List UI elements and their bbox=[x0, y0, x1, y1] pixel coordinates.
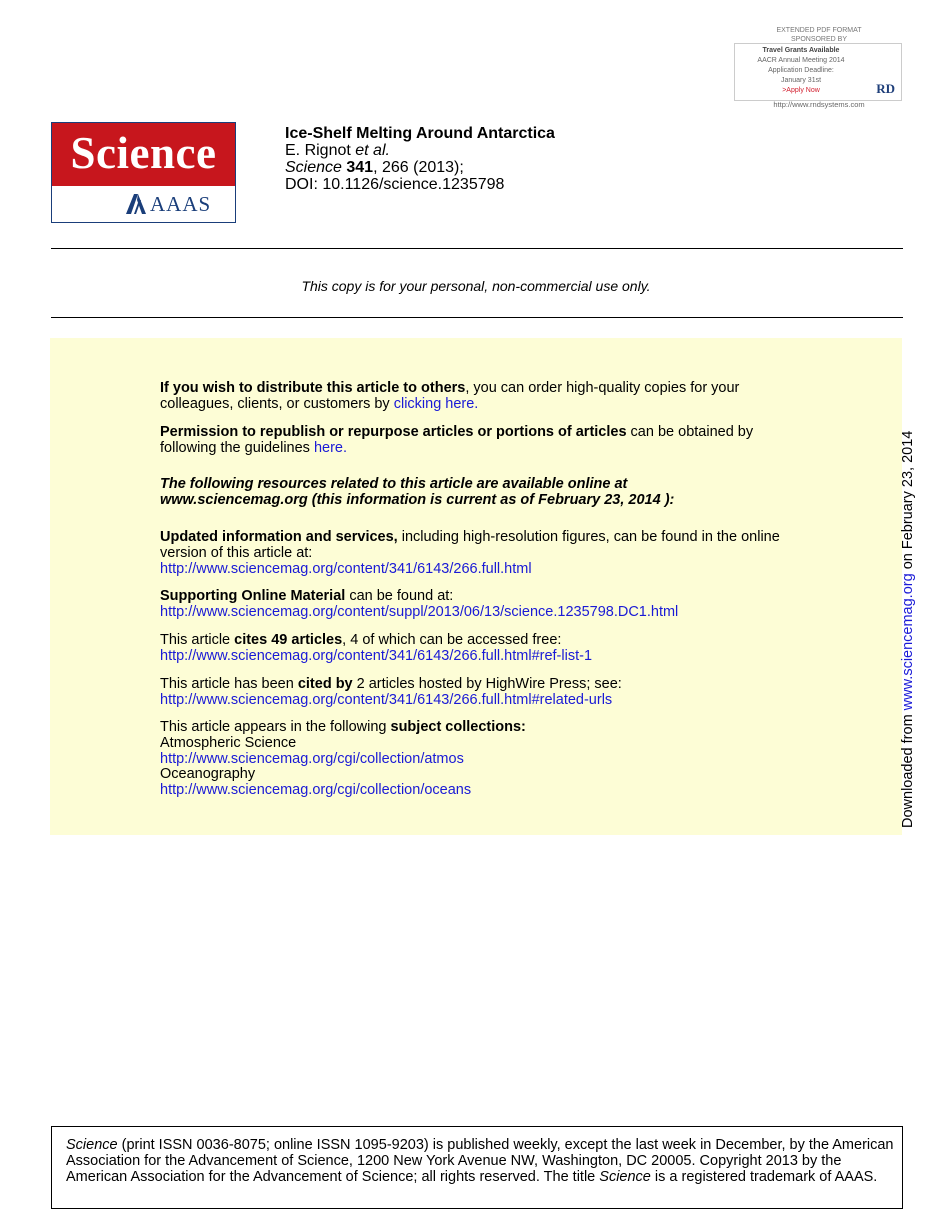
som-text: can be found at: bbox=[345, 588, 454, 604]
ad-apply-link[interactable]: >Apply Now bbox=[782, 87, 820, 94]
pages-year: , 266 (2013); bbox=[373, 159, 464, 176]
cites-count: cites 49 articles bbox=[234, 632, 343, 648]
copyright-end: is a registered trademark of AAAS. bbox=[650, 1168, 878, 1185]
som-link[interactable]: http://www.sciencemag.org/content/suppl/2013/06/13/science.1235798.DC1.html bbox=[160, 604, 679, 620]
copyright-box bbox=[51, 1126, 903, 1209]
logo-banner bbox=[52, 123, 235, 186]
ad-meeting: AACR Annual Meeting 2014 bbox=[757, 57, 845, 64]
updated-text: including high-resolution figures, can be found in the online bbox=[397, 529, 780, 545]
citedby-pre: This article has been bbox=[160, 676, 298, 692]
distribute-heading: If you wish to distribute this article to others bbox=[160, 380, 466, 396]
collection-oceans: Oceanography bbox=[160, 766, 256, 782]
volume: 341 bbox=[346, 159, 374, 176]
ad-sponsor-label: SPONSORED BY bbox=[790, 36, 847, 43]
ref-list-link[interactable]: http://www.sciencemag.org/content/341/6143/266.full.html#ref-list-1 bbox=[160, 648, 593, 664]
journal-name: Science bbox=[285, 159, 342, 176]
collection-atmos: Atmospheric Science bbox=[160, 735, 297, 751]
divider bbox=[51, 248, 903, 249]
related-urls-link[interactable]: http://www.sciencemag.org/content/341/6143/266.full.html#related-urls bbox=[160, 692, 613, 708]
guidelines-link[interactable]: here. bbox=[313, 440, 348, 456]
som-line bbox=[160, 589, 453, 605]
citedby-text: 2 articles hosted by HighWire Press; see: bbox=[352, 676, 622, 692]
distribute-text-2: colleagues, clients, or customers by bbox=[160, 396, 394, 412]
collection-atmos-link[interactable]: http://www.sciencemag.org/cgi/collection/atmos bbox=[160, 751, 464, 767]
journal-name-footer: Science bbox=[66, 1137, 118, 1153]
distribute-text: , you can order high-quality copies for your bbox=[465, 380, 740, 396]
journal-line bbox=[285, 159, 555, 176]
copyright-text bbox=[66, 1138, 896, 1185]
citedby-heading: cited by bbox=[297, 676, 353, 692]
doi: DOI: 10.1126/science.1235798 bbox=[285, 176, 505, 193]
sponsor-ad[interactable] bbox=[734, 43, 902, 101]
ad-format-label: EXTENDED PDF FORMAT bbox=[776, 27, 862, 34]
info-panel bbox=[50, 338, 902, 835]
full-text-link[interactable]: http://www.sciencemag.org/content/341/6143/266.full.html bbox=[160, 561, 532, 577]
download-stamp-date: on February 23, 2014 bbox=[900, 430, 916, 574]
som-heading: Supporting Online Material bbox=[160, 588, 346, 604]
ad-headline: Travel Grants Available bbox=[762, 47, 840, 54]
resources-heading-2: www.sciencemag.org (this information is current as of February 23, 2014 ): bbox=[160, 492, 675, 508]
distribute-line-2 bbox=[160, 397, 478, 413]
permission-line-2 bbox=[160, 441, 347, 457]
divider bbox=[51, 317, 903, 318]
personal-use-note: This copy is for your personal, non-commercial use only. bbox=[301, 278, 651, 294]
logo-wordmark: Science bbox=[70, 128, 217, 178]
download-stamp-pre: Downloaded from bbox=[900, 710, 916, 828]
author: E. Rignot bbox=[285, 142, 351, 159]
permission-text-2: following the guidelines bbox=[160, 440, 314, 456]
et-al: et al. bbox=[355, 142, 390, 159]
distribute-line bbox=[160, 381, 739, 397]
aaas-label: AAAS bbox=[150, 192, 212, 216]
ad-header bbox=[736, 26, 902, 44]
cites-line bbox=[160, 633, 561, 649]
aaas-mark-icon bbox=[126, 194, 148, 214]
cites-pre: This article bbox=[160, 632, 235, 648]
rd-logo: RD bbox=[876, 81, 895, 96]
copyright-body: (print ISSN 0036-8075; online ISSN 1095-9203) is published weekly, except the last week in December, by the American Association for the Advancement of Science, 1200 New York Avenue NW, Washington, DC 20005. Copyright 2013 by the American Association for the Advancement of Science; all rights reserved. The title bbox=[66, 1137, 894, 1185]
updated-heading: Updated information and services, bbox=[160, 529, 398, 545]
article-title: Ice-Shelf Melting Around Antarctica bbox=[285, 125, 555, 142]
permission-line bbox=[160, 425, 753, 441]
ad-deadline-date: January 31st bbox=[780, 77, 822, 84]
ad-url[interactable]: http://www.rndsystems.com bbox=[773, 100, 865, 109]
clicking-here-link[interactable]: clicking here. bbox=[393, 396, 479, 412]
aaas-logo bbox=[150, 192, 211, 217]
journal-name-footer-2: Science bbox=[599, 1168, 651, 1185]
collection-oceans-link[interactable]: http://www.sciencemag.org/cgi/collection/oceans bbox=[160, 782, 472, 798]
permission-text: can be obtained by bbox=[626, 424, 754, 440]
subject-pre: This article appears in the following bbox=[160, 719, 391, 735]
cites-text: , 4 of which can be accessed free: bbox=[342, 632, 562, 648]
author-line bbox=[285, 142, 555, 159]
citedby-line bbox=[160, 677, 622, 693]
sciencemag-link[interactable]: www.sciencemag.org bbox=[900, 573, 916, 711]
ad-deadline-label: Application Deadline: bbox=[768, 67, 834, 74]
download-stamp bbox=[900, 431, 916, 828]
permission-heading: Permission to republish or repurpose articles or portions of articles bbox=[160, 424, 627, 440]
subject-line bbox=[160, 720, 526, 736]
article-citation bbox=[285, 125, 555, 193]
updated-text-2: version of this article at: bbox=[160, 545, 313, 561]
subject-heading: subject collections: bbox=[390, 719, 526, 735]
science-logo[interactable] bbox=[51, 122, 236, 223]
updated-line bbox=[160, 530, 780, 546]
resources-heading: The following resources related to this article are available online at bbox=[160, 476, 628, 492]
